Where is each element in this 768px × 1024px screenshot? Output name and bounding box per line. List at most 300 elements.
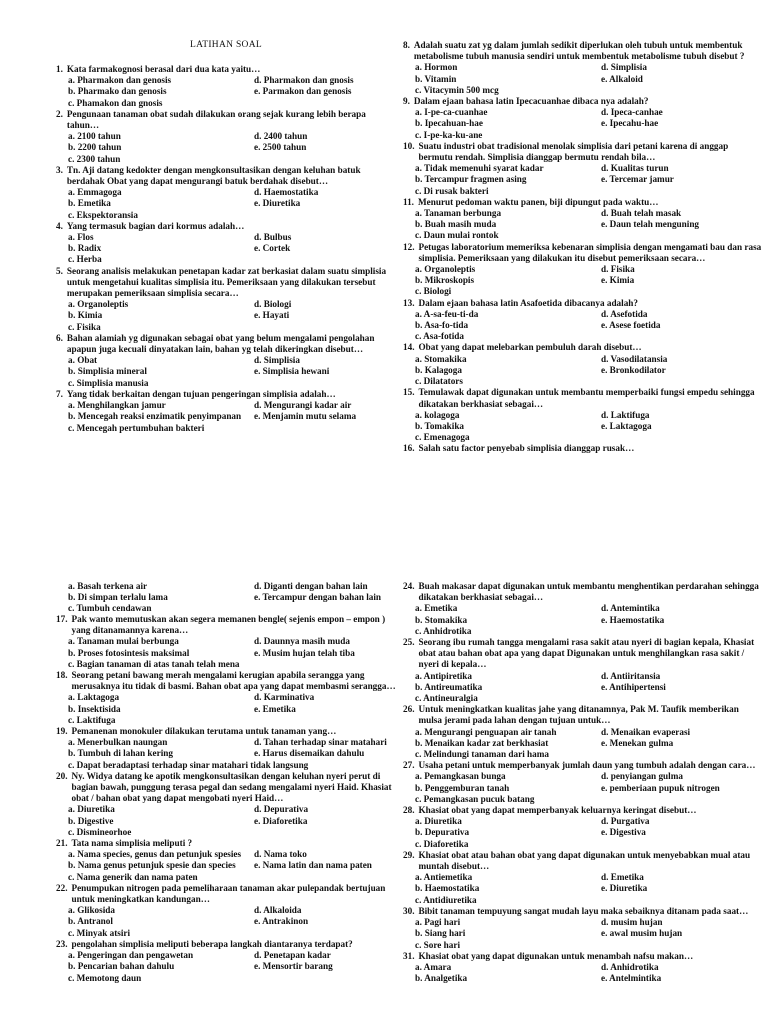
question-block-bottom-right: [403, 581, 763, 984]
question-number: 28.: [403, 805, 415, 816]
question-text: Pemanenan monokuler dilakukan terutama untuk tanaman yang…: [71, 726, 337, 737]
answer-option: b. Menaikan kadar zat berkhasiat: [415, 737, 549, 748]
answer-option: b. Digestive: [68, 815, 114, 826]
answer-option: b. Tomakika: [415, 420, 465, 431]
answer-option: a. Organoleptis: [415, 264, 476, 275]
answer-option: d. Pharmakon dan gnosis: [254, 75, 354, 86]
answer-option-row: [403, 883, 763, 894]
question-text: Adalah suatu zat yg dalam jumlah sedikit diperlukan oleh tubuh untuk membentuk metabolisme tubuh manusia sendiri untuk membentuk metabolisme tubuh disebut ?: [413, 40, 745, 62]
answer-option: d. Laktifuga: [601, 409, 650, 420]
question-text: Untuk meningkatkan kualitas jahe yang ditanamnya, Pak M. Taufik memberikan mulsa jerami pada lahan dengan tujuan untuk…: [418, 704, 739, 726]
answer-option: c. Antidiuretika: [415, 894, 477, 905]
answer-option: a. Basah terkena air: [68, 581, 148, 591]
answer-option: d. Haemostatika: [254, 187, 319, 198]
answer-option-row: [403, 219, 763, 230]
question-number: 18.: [56, 670, 68, 681]
question: [403, 850, 763, 872]
answer-option: e. Diaforetika: [254, 815, 308, 826]
question: [403, 40, 763, 62]
answer-option: a. Hormon: [415, 62, 458, 73]
question-number: 12.: [403, 241, 415, 252]
answer-option-row: [403, 928, 763, 939]
answer-option: d. Antiiritansia: [601, 670, 661, 681]
answer-option: d. Mengurangi kadar air: [254, 400, 352, 411]
question-text: Temulawak dapat digunakan untuk membantu memperbaiki fungsi empedu sehingga dikatakan berkhasiat sebagai…: [418, 387, 755, 409]
answer-option-row: [403, 163, 763, 174]
answer-option-row: [403, 421, 763, 432]
answer-option: a. Amara: [415, 961, 452, 972]
answer-option: c. Sore hari: [415, 939, 460, 950]
answer-option: b. Pharmako dan genosis: [68, 86, 167, 97]
question-number: 13.: [403, 297, 415, 308]
answer-option-row: [56, 299, 396, 310]
answer-option: a. Pengeringan dan pengawetan: [68, 950, 194, 961]
answer-option: d. Menaikan evaperasi: [601, 726, 691, 737]
answer-option: a. Emetika: [415, 603, 458, 614]
answer-option-row: [56, 950, 396, 961]
question-text: Obat yang dapat melebarkan pembuluh darah disebut…: [418, 342, 642, 353]
answer-option: b. Emetika: [68, 198, 111, 209]
question-number: 19.: [56, 726, 68, 737]
answer-option: d. 2400 tahun: [254, 131, 308, 142]
answer-option: d. Penetapan kadar: [254, 950, 331, 961]
question: [403, 96, 763, 107]
answer-option: a. Pagi hari: [415, 917, 461, 928]
answer-option: e. Alkaloid: [601, 73, 643, 84]
answer-option: c. Daun mulai rontok: [415, 230, 499, 241]
answer-option: a. Emmagoga: [68, 187, 122, 198]
answer-option: a. 2100 tahun: [68, 131, 121, 142]
question-number: 7.: [56, 388, 63, 399]
answer-option: e. 2500 tahun: [254, 142, 307, 153]
answer-option: e. Mensortir barang: [254, 961, 333, 972]
answer-option-row: [56, 366, 396, 377]
answer-option: b. Tercampur fragmen asing: [415, 174, 527, 185]
answer-option: a. Stomakika: [415, 353, 467, 364]
question: [403, 242, 763, 264]
question: [56, 165, 396, 187]
answer-option: e. Tercampur dengan bahan lain: [254, 592, 382, 603]
question-number: 25.: [403, 637, 415, 648]
answer-option: c. Emenagoga: [415, 432, 470, 443]
answer-option: b. Simplisia mineral: [68, 366, 147, 377]
question: [56, 389, 396, 400]
answer-option-row: [56, 187, 396, 198]
answer-option-row: [56, 737, 396, 748]
answer-option-row: [403, 275, 763, 286]
question: [403, 387, 763, 409]
answer-option: b. Stomakika: [415, 614, 468, 625]
answer-option: d. Antemintika: [601, 603, 660, 614]
answer-option: d. Ipeca-canhae: [601, 107, 663, 118]
question: [56, 670, 396, 692]
question-text: Pak wanto memutuskan akan segera memanen bengle( sejenis empon – empon ) yang ditanamannya karena…: [71, 614, 386, 636]
answer-option: b. Depurativa: [415, 827, 470, 838]
question-text: Dalam ejaan bahasa latin Ipecacuanhae dibaca nya adalah?: [413, 96, 649, 107]
question: [56, 939, 396, 950]
question: [403, 141, 763, 163]
answer-option-row: [56, 198, 396, 209]
answer-option-row: [403, 603, 763, 614]
answer-option: c. Nama generik dan nama paten: [68, 871, 198, 882]
question-number: 26.: [403, 704, 415, 715]
question: [403, 760, 763, 771]
answer-option: d. Bulbus: [254, 232, 292, 243]
answer-option: d. Simplisia: [601, 62, 647, 73]
answer-option-row: [56, 704, 396, 715]
page-title: LATIHAN SOAL: [190, 40, 262, 50]
answer-option: a. I-pe-ca-cuanhae: [415, 107, 488, 118]
answer-option: e. Tercemar jamur: [601, 174, 674, 185]
question: [56, 64, 396, 75]
answer-option: a. A-sa-feu-ti-da: [415, 308, 479, 319]
answer-option-row: [403, 973, 763, 984]
answer-option-row: [403, 615, 763, 626]
answer-option-row: [403, 62, 763, 73]
answer-option: d. Kualitas turun: [601, 163, 669, 174]
answer-option: e. Nama latin dan nama paten: [254, 860, 372, 871]
question-text: Bahan alamiah yg digunakan sebagai obat yang belum mengalami pengolahan apapun juga kecuali dinyatakan lain, bahan yg telah dikeringkan disebut…: [66, 332, 375, 355]
answer-option-row: [403, 354, 763, 365]
answer-option: c. Phamakon dan gnosis: [68, 97, 163, 108]
question-text: Khasiat obat yang dapat memperbanyak keluarnya keringat disebut…: [418, 805, 697, 816]
question-number: 8.: [403, 40, 410, 50]
answer-option: c. Anhidrotika: [415, 625, 472, 636]
answer-option-row: [403, 174, 763, 185]
question: [403, 704, 763, 726]
answer-option: b. Mencegah reaksi enzimatik penyimpanan: [68, 411, 242, 422]
question: [403, 342, 763, 353]
question-text: Tata nama simplisia meliputi ?: [71, 838, 193, 849]
question-text: Tn. Aji datang kedokter dengan mengkonsultasikan dengan keluhan batuk berdahak Obat yang dapat mengurangi batuk berdahak disebut…: [66, 164, 361, 187]
question: [403, 906, 763, 917]
answer-option: e. pemberiaan pupuk nitrogen: [601, 782, 720, 793]
answer-option: c. Bagian tanaman di atas tanah telah mena: [68, 658, 240, 669]
answer-option: c. Memotong daun: [68, 972, 142, 983]
answer-option: e. Emetika: [254, 703, 296, 714]
answer-option: e. Bronkodilator: [601, 364, 666, 375]
answer-option: b. 2200 tahun: [68, 142, 122, 153]
answer-option-row: [56, 243, 396, 254]
answer-option: a. Tanaman mulai berbunga: [68, 636, 179, 647]
answer-option: d. Nama toko: [254, 849, 307, 860]
answer-option-row: [56, 804, 396, 815]
question-number: 9.: [403, 96, 410, 107]
answer-option-row: [56, 232, 396, 243]
answer-option: e. awal musim hujan: [601, 928, 683, 939]
answer-option-row: [403, 208, 763, 219]
answer-option-row: [403, 309, 763, 320]
question-text: Pengunaan tanaman obat sudah dilakukan orang sejak kurang lebih berapa tahun…: [66, 108, 366, 131]
answer-option: d. Tahan terhadap sinar matahari: [254, 737, 387, 748]
answer-option: e. Harus disemaikan dahulu: [254, 748, 365, 759]
answer-option: b. Penggemburan tanah: [415, 782, 510, 793]
answer-option: d. Karminativa: [254, 692, 315, 703]
question-number: 4.: [56, 220, 63, 231]
answer-option-row: [56, 581, 396, 592]
answer-option-row: [403, 320, 763, 331]
answer-option: a. kolagoga: [415, 409, 460, 420]
answer-option-row: [403, 74, 763, 85]
answer-option: e. Asese foetida: [601, 320, 661, 331]
answer-option: b. Pencarian bahan dahulu: [68, 961, 175, 972]
answer-option: b. Nama genus petunjuk spesie dan species: [68, 860, 236, 871]
answer-option: a. Tidak memenuhi syarat kadar: [415, 163, 544, 174]
answer-option: c. Minyak atsiri: [68, 927, 131, 938]
answer-option: b. Buah masih muda: [415, 219, 497, 230]
answer-option: b. Haemostatika: [415, 883, 480, 894]
answer-option: c. Biologi: [415, 286, 452, 297]
answer-option: b. Kalagoga: [415, 364, 462, 375]
answer-option-row: [56, 142, 396, 153]
answer-option: d. Buah telah masak: [601, 208, 682, 219]
answer-option: e. Antihipertensi: [601, 681, 666, 692]
answer-option: d. Fisika: [601, 264, 635, 275]
question-number: 21.: [56, 838, 68, 849]
answer-option-row: [56, 860, 396, 871]
answer-option: d. Asefotida: [601, 308, 648, 319]
answer-option: d. Depurativa: [254, 804, 309, 815]
answer-option: e. Diuretika: [601, 883, 648, 894]
answer-option: a. Laktagoga: [68, 692, 120, 703]
question-number: 16.: [403, 443, 415, 454]
question-number: 2.: [56, 108, 63, 119]
answer-option: d. Purgativa: [601, 816, 650, 827]
answer-option: b. Antireumatika: [415, 681, 483, 692]
answer-option: c. Diaforetika: [415, 838, 469, 849]
answer-option: a. Diuretika: [68, 804, 115, 815]
question-block-bottom-left: [56, 614, 396, 984]
answer-option-row: [403, 671, 763, 682]
answer-option: e. Ipecahu-hae: [601, 118, 659, 129]
question: [403, 637, 763, 671]
answer-option: a. Pemangkasan bunga: [415, 771, 506, 782]
question-number: 5.: [56, 265, 63, 276]
answer-option: e. Daun telah menguning: [601, 219, 700, 230]
answer-option-row: [56, 849, 396, 860]
answer-option: e. Diuretika: [254, 198, 301, 209]
answer-option: c. 2300 tahun: [68, 153, 121, 164]
answer-option-row: [403, 118, 763, 129]
answer-option: c. Asa-fotida: [415, 331, 464, 342]
answer-option: d. Diganti dengan bahan lain: [254, 581, 368, 591]
answer-option-row: [403, 771, 763, 782]
answer-option-row: [56, 411, 396, 422]
answer-option: e. Musim hujan telah tiba: [254, 647, 355, 658]
answer-option-row: [56, 310, 396, 321]
answer-option-row: [403, 410, 763, 421]
question: [56, 333, 396, 355]
answer-option: c. Melindungi tanaman dari hama: [415, 749, 549, 760]
answer-option: b. Tumbuh di lahan kering: [68, 748, 173, 759]
answer-option: d. Biologi: [254, 299, 292, 310]
answer-option: b. Analgetika: [415, 973, 468, 984]
question-text: Menurut pedoman waktu panen, biji dipungut pada waktu…: [417, 196, 659, 207]
question-number: 15.: [403, 387, 415, 398]
question-text: Khasiat obat atau bahan obat yang dapat digunakan untuk menyebabkan mual atau muntah disebut…: [418, 849, 751, 872]
question-text: Seorang petani bawang merah mengalami kerugian apabila serangga yang merusaknya itu tidak di basmi. Bahan obat apa yang dapat membasmi serangga…: [71, 670, 396, 692]
question-text: Yang tidak berkaitan dengan tujuan pengeringan simplisia adalah…: [66, 388, 336, 399]
question-block-top-right: [403, 40, 763, 455]
answer-option: a. Flos: [68, 232, 94, 243]
question-number: 27.: [403, 760, 415, 771]
answer-option-row: [56, 905, 396, 916]
question-number: 6.: [56, 332, 63, 343]
answer-option: c. Laktifuga: [68, 714, 116, 725]
answer-option: c. Vitacymin 500 mcg: [415, 84, 499, 95]
answer-option-row: [56, 748, 396, 759]
question-text: Salah satu factor penyebab simplisia dianggap rusak…: [418, 443, 635, 454]
question: [403, 197, 763, 208]
question-number: 10.: [403, 140, 415, 151]
answer-option: c. Di rusak bakteri: [415, 185, 489, 196]
question-text: Ny. Widya datang ke apotik mengkonsultasikan dengan keluhan nyeri perut di bagian bawah, punggung terasa pegal dan sedang mengalami nyeri Haid. Khasiat obat / bahan obat yang dapat mengobati nyeri Haid…: [71, 770, 392, 804]
answer-option: d. Anhidrotika: [601, 961, 659, 972]
answer-option: c. Tumbuh cendawan: [68, 603, 152, 614]
answer-option-row: [403, 962, 763, 973]
question: [56, 266, 396, 300]
question-text: Dalam ejaan bahasa latin Asafoetida dibacanya adalah?: [418, 297, 638, 308]
question-continuation: [56, 581, 396, 615]
answer-option: e. Antrakinon: [254, 916, 309, 927]
answer-option: c. Ekspektoransia: [68, 209, 138, 220]
answer-option: e. Simplisia hewani: [254, 366, 330, 377]
answer-option: c. Dapat beradaptasi terhadap sinar matahari tidak langsung: [68, 759, 309, 770]
answer-option: b. Di simpan terlalu lama: [68, 592, 168, 603]
answer-option: d. Simplisia: [254, 355, 300, 366]
answer-option: c. I-pe-ka-ku-ane: [415, 129, 483, 140]
answer-option: a. Pharmakon dan genosis: [68, 75, 172, 86]
question: [56, 771, 396, 805]
answer-option: a. Mengurangi penguapan air tanah: [415, 726, 557, 737]
question-number: 24.: [403, 581, 415, 591]
answer-option: b. Vitamin: [415, 73, 457, 84]
answer-option-row: [403, 107, 763, 118]
question-text: Suatu industri obat tradisional menolak simplisia dari petani karena di anggap bermutu rendah. Simplisia dianggap bermutu rendah bila…: [418, 140, 729, 163]
answer-option: a. Obat: [68, 355, 98, 366]
answer-option-row: [56, 131, 396, 142]
question-text: Petugas laboratorium memeriksa kebenaran simplisia dengan mengamati bau dan rasa simplisia. Pemeriksaan yang dilakukan itu disebut pemeriksaan secara…: [418, 241, 762, 263]
answer-option: d. Alkaloida: [254, 905, 302, 916]
answer-option-row: [56, 592, 396, 603]
question-number: 23.: [56, 938, 68, 949]
answer-option-row: [56, 636, 396, 647]
question: [403, 443, 763, 454]
answer-option: a. Diuretika: [415, 816, 462, 827]
question-number: 1.: [56, 64, 63, 74]
answer-option: c. Dismineorhoe: [68, 826, 132, 837]
question: [56, 109, 396, 131]
question-number: 29.: [403, 849, 415, 860]
answer-option-row: [56, 400, 396, 411]
answer-option-row: [56, 648, 396, 659]
answer-option: a. Menghilangkan jamur: [68, 400, 166, 411]
answer-option-row: [403, 264, 763, 275]
answer-option-row: [403, 365, 763, 376]
question-number: 14.: [403, 342, 415, 353]
answer-option: c. Herba: [68, 254, 102, 265]
answer-option: a. Antiemetika: [415, 872, 473, 883]
answer-option-row: [403, 738, 763, 749]
answer-option-row: [403, 827, 763, 838]
question-text: Seorang ibu rumah tangga mengalami rasa sakit atau nyeri di bagian kepala, Khasiat obat atau bahan obat apa yang dapat Digunakan untuk menghilangkan rasa sakit / nyeri di kepala…: [418, 637, 755, 670]
answer-option: b. Ipecahuan-hae: [415, 118, 483, 129]
question-number: 31.: [403, 950, 415, 961]
question-text: Bibit tanaman tempuyung sangat mudah layu maka sebaiknya ditanam pada saat…: [418, 905, 749, 916]
answer-option: b. Kimia: [68, 310, 103, 321]
question: [56, 726, 396, 737]
question: [56, 883, 396, 905]
question: [56, 221, 396, 232]
answer-option: d. penyiangan gulma: [601, 771, 683, 782]
answer-option-row: [56, 916, 396, 927]
answer-option-row: [403, 682, 763, 693]
answer-option: b. Insektisida: [68, 703, 121, 714]
answer-option: c. Mencegah pertumbuhan bakteri: [68, 422, 205, 433]
answer-option-row: [403, 783, 763, 794]
answer-option: b. Mikroskopis: [415, 275, 475, 286]
answer-option-row: [56, 692, 396, 703]
answer-option: a. Nama species, genus dan petunjuk spesies: [68, 849, 242, 860]
answer-option: b. Antranol: [68, 916, 113, 927]
answer-option-row: [403, 816, 763, 827]
question-text: Usaha petani untuk memperbanyak jumlah daun yang tumbuh adalah dengan cara…: [418, 760, 756, 771]
question: [56, 838, 396, 849]
answer-option: c. Pemangkasan pucuk batang: [415, 793, 535, 804]
answer-option: e. Cortek: [254, 243, 291, 254]
question-text: Penumpukan nitrogen pada pemeliharaan tanaman akar pulepandak bertujuan untuk meningkatkan kandungan…: [71, 882, 386, 905]
answer-option: e. Menekan gulma: [601, 737, 674, 748]
answer-option: d. Emetika: [601, 872, 644, 883]
question-text: Buah makasar dapat digunakan untuk membantu menghentikan perdarahan sehingga dikatakan berkhasiat sebagai…: [418, 581, 759, 603]
question-text: Khasiat obat yang dapat digunakan untuk menambah nafsu makan…: [418, 950, 694, 961]
question-text: Kata farmakognosi berasal dari dua kata yaitu…: [66, 64, 261, 74]
answer-option: b. Proses fotosintesis maksimal: [68, 647, 190, 658]
answer-option: e. Kimia: [601, 275, 635, 286]
question: [403, 298, 763, 309]
answer-option: c. Dilatators: [415, 376, 463, 387]
answer-option-row: [403, 727, 763, 738]
question-number: 20.: [56, 770, 68, 781]
answer-option-row: [56, 961, 396, 972]
answer-option: e. Hayati: [254, 310, 290, 321]
question-number: 3.: [56, 164, 63, 175]
answer-option: b. Asa-fo-tida: [415, 320, 469, 331]
question-number: 22.: [56, 882, 68, 893]
question-text: Yang termasuk bagian dari kormus adalah…: [66, 220, 245, 231]
question-number: 17.: [56, 614, 68, 624]
question-text: Seorang analisis melakukan penetapan kadar zat berkasiat dalam suatu simplisia untuk mengetahui kualitas simplisia itu. Pemeriksaan yang dilakukan tersebut merupakan pemeriksaan simplisia secara…: [66, 265, 387, 299]
question: [403, 805, 763, 816]
answer-option: a. Tanaman berbunga: [415, 208, 502, 219]
answer-option: d. Vasodilatansia: [601, 353, 668, 364]
answer-option-row: [56, 355, 396, 366]
answer-option: c. Simplisia manusia: [68, 377, 149, 388]
answer-option: b. Radix: [68, 243, 102, 254]
answer-option: e. Laktagoga: [601, 420, 652, 431]
question-text: pengolahan simplisia meliputi beberapa langkah diantaranya terdapat?: [71, 938, 353, 949]
answer-option-row: [56, 86, 396, 97]
answer-option: e. Parmakon dan genosis: [254, 86, 352, 97]
answer-option: e. Digestiva: [601, 827, 646, 838]
question-block-top-left: [56, 64, 396, 434]
answer-option: e. Haemostatika: [601, 614, 665, 625]
answer-option: e. Antelmintika: [601, 973, 662, 984]
answer-option: c. Fisika: [68, 321, 101, 332]
answer-option: d. musim hujan: [601, 917, 663, 928]
question-number: 30.: [403, 905, 415, 916]
question-number: 11.: [403, 196, 414, 207]
